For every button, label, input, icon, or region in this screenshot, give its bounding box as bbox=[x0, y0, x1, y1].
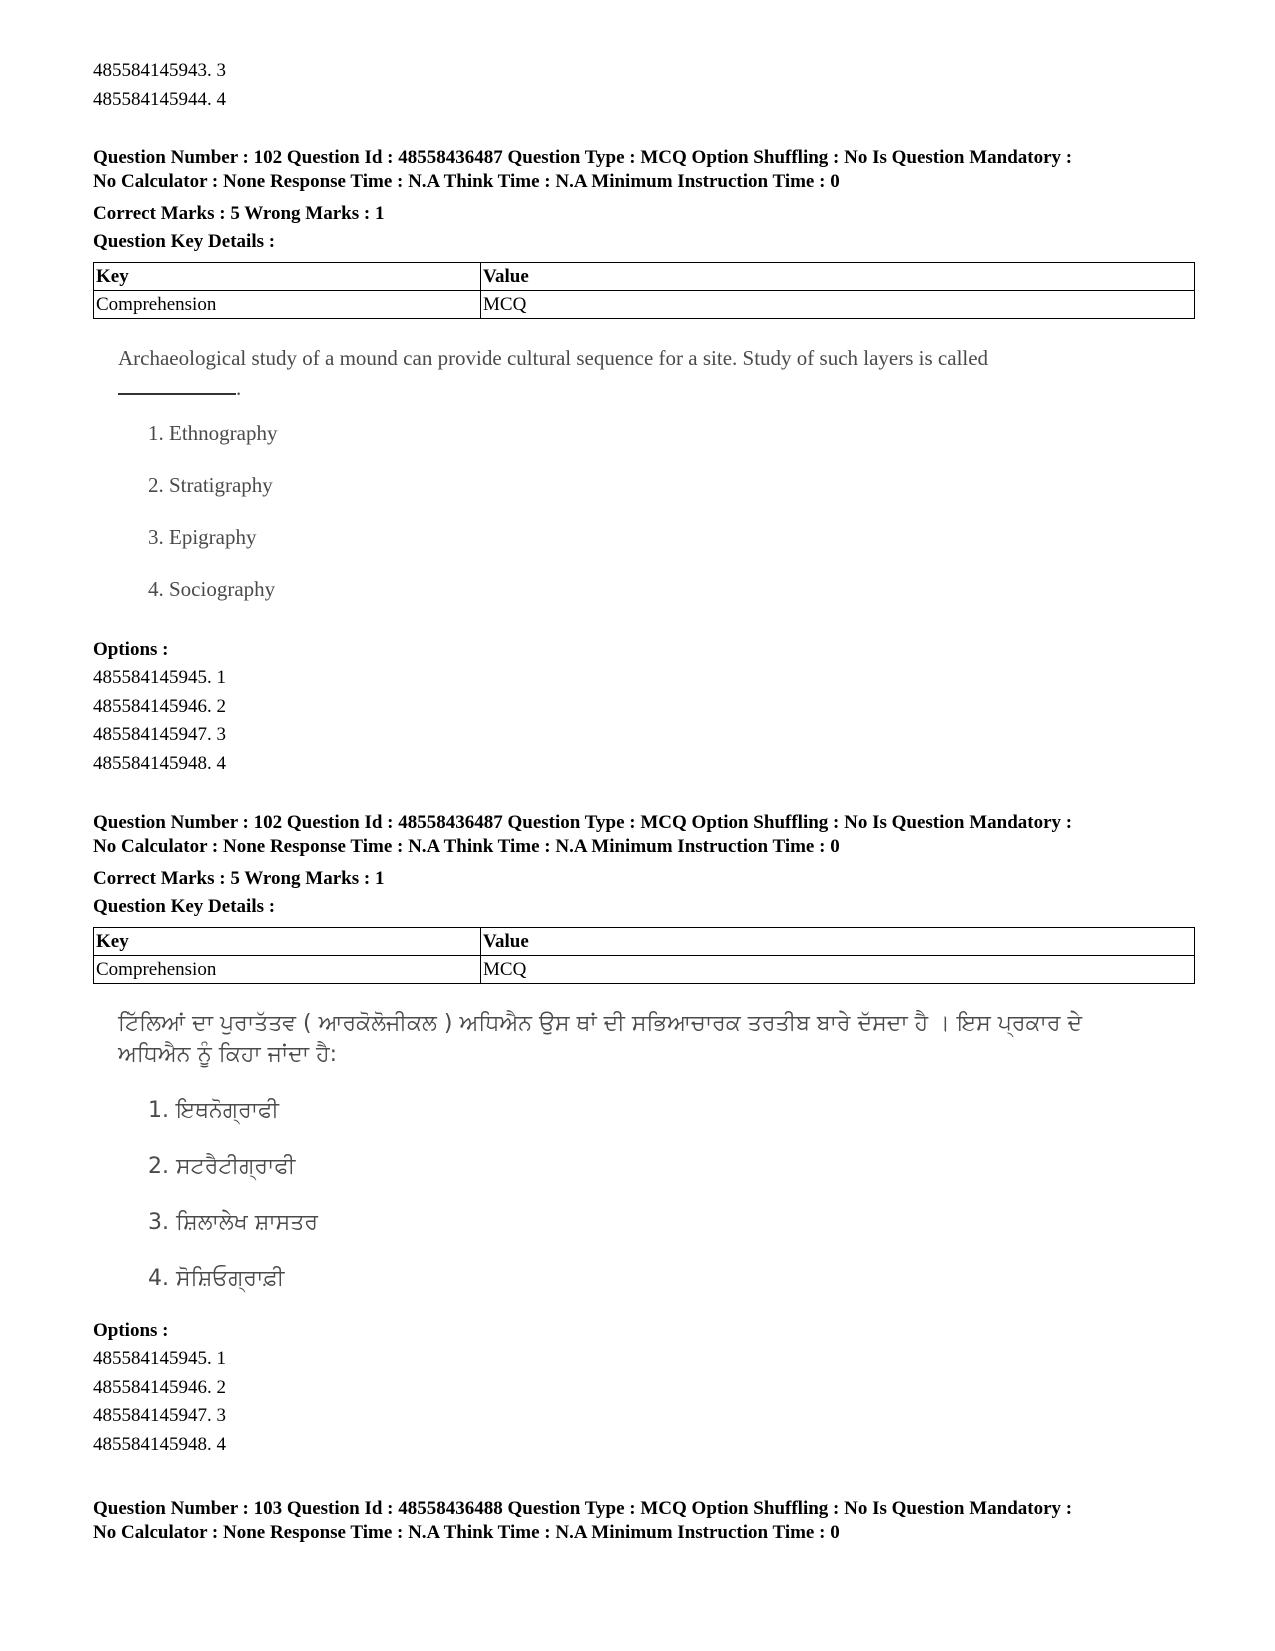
choice-item: 3. Epigraphy bbox=[148, 525, 257, 549]
table-cell-value: MCQ bbox=[481, 291, 1195, 319]
key-details-label: Question Key Details : bbox=[93, 896, 276, 917]
option-item: 485584145945. 1 bbox=[93, 1348, 226, 1369]
option-item: 485584145945. 1 bbox=[93, 667, 226, 688]
table-header-row bbox=[94, 928, 1195, 956]
option-item: 485584145947. 3 bbox=[93, 724, 226, 745]
table-header-key: Key bbox=[94, 928, 481, 956]
key-details-table bbox=[93, 262, 1195, 319]
question-image-english bbox=[118, 343, 1118, 618]
key-details-label: Question Key Details : bbox=[93, 231, 276, 252]
option-item: 485584145944. 4 bbox=[93, 88, 226, 110]
option-item: 485584145946. 2 bbox=[93, 1376, 226, 1398]
question-meta-line: Question Number : 102 Question Id : 48558436487 Question Type : MCQ Option Shuffling : No Is Question Mandatory : bbox=[93, 147, 1073, 168]
choice-item: 4. ਸੋਸ਼ਿਓਗ੍ਰਾਫ਼ੀ bbox=[148, 1266, 285, 1291]
key-details-table bbox=[93, 927, 1195, 984]
choice-item: 2. ਸਟਰੈਟੀਗ੍ਰਾਫੀ bbox=[148, 1154, 296, 1179]
question-meta-line: No Calculator : None Response Time : N.A Think Time : N.A Minimum Instruction Time : 0 bbox=[93, 1522, 840, 1543]
option-item: 485584145948. 4 bbox=[93, 752, 226, 774]
table-header-row bbox=[94, 263, 1195, 291]
question-meta bbox=[93, 811, 1072, 859]
question-meta-line: No Calculator : None Response Time : N.A Think Time : N.A Minimum Instruction Time : 0 bbox=[93, 836, 840, 857]
question-text: ਅਧਿਐਨ ਨੂੰ ਕਿਹਾ ਜਾਂਦਾ ਹੈ: bbox=[118, 1042, 337, 1067]
previous-options-list bbox=[93, 57, 226, 114]
table-cell-value: MCQ bbox=[481, 956, 1195, 984]
choice-item: 3. ਸ਼ਿਲਾਲੇਖ ਸ਼ਾਸਤਰ bbox=[148, 1210, 319, 1235]
question-text: ਟਿੱਲਿਆਂ ਦਾ ਪੁਰਾਤੱਤਵ ( ਆਰਕੋਲੋਜੀਕਲ ) ਅਧਿਐਨ ਉਸ ਥਾਂ ਦੀ ਸਭਿਆਚਾਰਕ ਤਰਤੀਬ ਬਾਰੇ ਦੱਸਦਾ ਹੈ । ਇਸ ਪ੍ਰਕਾਰ ਦੇ bbox=[118, 1011, 1083, 1036]
answer-blank bbox=[118, 373, 1118, 399]
option-item: 485584145947. 3 bbox=[93, 1405, 226, 1426]
table-header-value: Value bbox=[481, 928, 1195, 956]
table-cell-key: Comprehension bbox=[94, 956, 481, 984]
options-list bbox=[93, 1345, 226, 1459]
choice-item: 2. Stratigraphy bbox=[148, 473, 273, 497]
question-image-punjabi bbox=[118, 1008, 1118, 1298]
question-meta bbox=[93, 1497, 1072, 1545]
question-meta bbox=[93, 146, 1072, 194]
marks-line: Correct Marks : 5 Wrong Marks : 1 bbox=[93, 868, 385, 889]
question-text: Archaeological study of a mound can provide cultural sequence for a site. Study of such layers is called bbox=[118, 346, 989, 370]
options-list bbox=[93, 664, 226, 778]
options-label: Options : bbox=[93, 639, 169, 660]
question-end-punct: . bbox=[236, 376, 242, 400]
blank-line bbox=[118, 377, 236, 395]
question-meta-line: Question Number : 102 Question Id : 48558436487 Question Type : MCQ Option Shuffling : No Is Question Mandatory : bbox=[93, 812, 1073, 833]
table-cell-key: Comprehension bbox=[94, 291, 481, 319]
choice-item: 1. ਇਥਨੋਗ੍ਰਾਫੀ bbox=[148, 1098, 280, 1123]
choice-item: 1. Ethnography bbox=[148, 421, 278, 445]
question-meta-line: No Calculator : None Response Time : N.A Think Time : N.A Minimum Instruction Time : 0 bbox=[93, 171, 840, 192]
table-header-value: Value bbox=[481, 263, 1195, 291]
table-row bbox=[94, 291, 1195, 319]
option-item: 485584145948. 4 bbox=[93, 1433, 226, 1455]
table-header-key: Key bbox=[94, 263, 481, 291]
marks-line: Correct Marks : 5 Wrong Marks : 1 bbox=[93, 203, 385, 224]
choice-item: 4. Sociography bbox=[148, 577, 276, 601]
table-row bbox=[94, 956, 1195, 984]
option-item: 485584145943. 3 bbox=[93, 60, 226, 81]
option-item: 485584145946. 2 bbox=[93, 695, 226, 717]
question-meta-line: Question Number : 103 Question Id : 48558436488 Question Type : MCQ Option Shuffling : No Is Question Mandatory : bbox=[93, 1498, 1073, 1519]
options-label: Options : bbox=[93, 1320, 169, 1341]
